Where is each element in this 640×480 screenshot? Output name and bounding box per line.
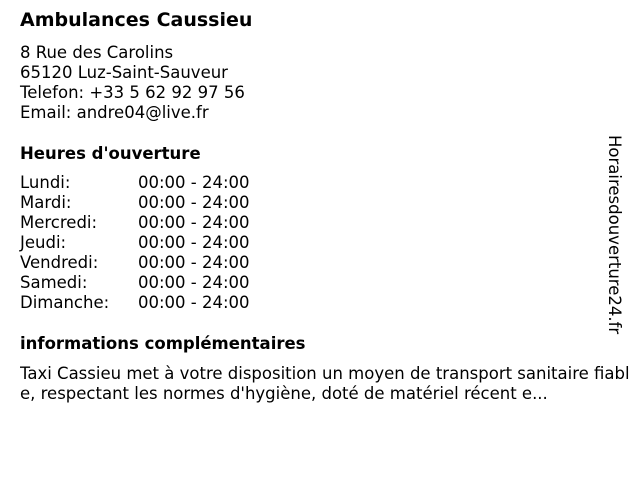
time-range: 00:00 - 24:00: [138, 253, 250, 272]
day-label: Mardi:: [20, 193, 72, 212]
time-range: 00:00 - 24:00: [138, 193, 250, 212]
address-city: 65120 Luz-Saint-Sauveur: [20, 63, 228, 82]
opening-hours-table: [20, 173, 250, 313]
day-label: Dimanche:: [20, 293, 110, 312]
hours-row-wednesday: [20, 213, 250, 233]
hours-row-monday: [20, 173, 250, 193]
opening-hours-heading: Heures d'ouverture: [20, 144, 201, 163]
time-range: 00:00 - 24:00: [138, 213, 250, 232]
day-label: Lundi:: [20, 173, 71, 192]
contact-block: [20, 43, 245, 123]
phone-number: Telefon: +33 5 62 92 97 56: [20, 83, 245, 102]
business-name: Ambulances Caussieu: [20, 9, 253, 31]
day-label: Vendredi:: [20, 253, 99, 272]
day-label: Mercredi:: [20, 213, 98, 232]
email-address: Email: andre04@live.fr: [20, 103, 209, 122]
time-range: 00:00 - 24:00: [138, 233, 250, 252]
address-street: 8 Rue des Carolins: [20, 43, 174, 62]
additional-info-heading: informations complémentaires: [20, 334, 306, 353]
day-label: Samedi:: [20, 273, 88, 292]
time-range: 00:00 - 24:00: [138, 273, 250, 292]
site-watermark: Horairesdouverture24.fr: [605, 135, 624, 335]
time-range: 00:00 - 24:00: [138, 173, 250, 192]
hours-row-friday: [20, 253, 250, 273]
hours-row-sunday: [20, 293, 250, 313]
day-label: Jeudi:: [20, 233, 67, 252]
business-description: Taxi Cassieu met à votre disposition un moyen de transport sanitaire fiable, respectant les normes d'hygiène, doté de matériel récent e...: [20, 364, 630, 403]
hours-row-thursday: [20, 233, 250, 253]
hours-row-saturday: [20, 273, 250, 293]
hours-row-tuesday: [20, 193, 250, 213]
time-range: 00:00 - 24:00: [138, 293, 250, 312]
